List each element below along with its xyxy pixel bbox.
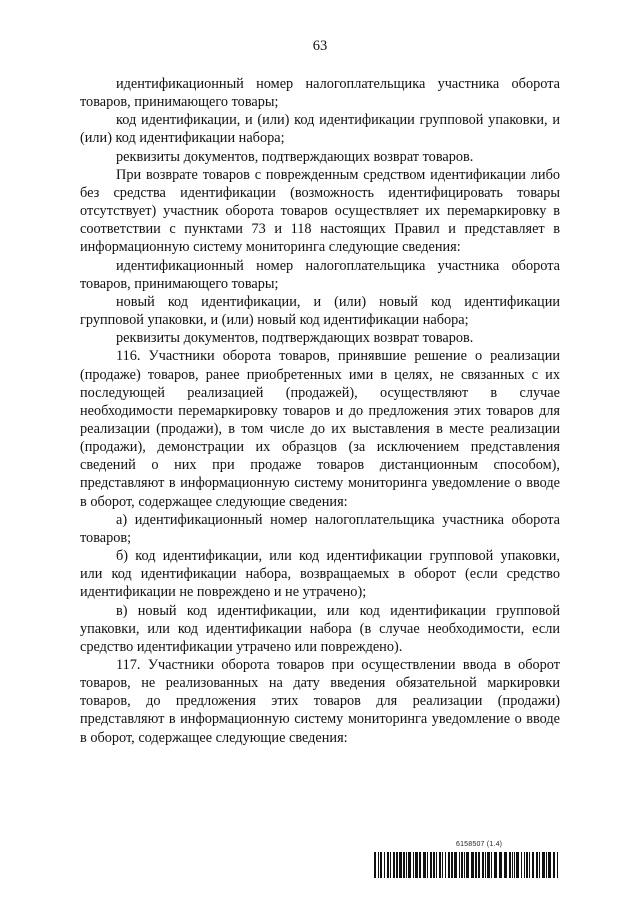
paragraph: идентификационный номер налогоплательщика участника оборота товаров, принимающего товары; [80, 76, 560, 111]
paragraph: При возврате товаров с поврежденным средством идентификации либо без средства идентификации (возможность идентифицировать товары отсутствует) участник оборота товаров осуществляет их перемаркировку в соответствии с пунктами 73 и 118 настоящих Правил и представляет в информационную систему мониторинга следующие сведения: [80, 166, 560, 256]
paragraph: реквизиты документов, подтверждающих возврат товаров. [116, 148, 474, 165]
body-text [80, 75, 560, 747]
list-item: в) новый код идентификации, или код идентификации групповой упаковки, или код идентификации набора (в случае необходимости, если средство идентификации утрачено или повреждено). [80, 602, 560, 655]
paragraph-item-117: 117. Участники оборота товаров при осуществлении ввода в оборот товаров, не реализованных на дату введения обязательной маркировки товаров, до предложения этих товаров для реализации (продажи) представляют в информационную систему мониторинга уведомление о вводе в оборот, содержащее следующие сведения: [80, 657, 560, 746]
paragraph: идентификационный номер налогоплательщика участника оборота товаров, принимающего товары; [80, 257, 560, 292]
paragraph-item-116: 116. Участники оборота товаров, принявшие решение о реализации (продаже) товаров, ранее приобретенных ими в целях, не связанных с их последующей реализацией (продажей), осуществляют в случае необходимости перемаркировку товаров и до предложения этих товаров для реализации (продажи), в том числе до их выставления в месте реализации (продажи), демонстрации их образцов (за исключением представления сведений о них при продаже товаров дистанционным способом), представляют в информационную систему мониторинга уведомление о вводе в оборот, содержащее следующие сведения: [80, 348, 560, 510]
paragraph: реквизиты документов, подтверждающих возврат товаров. [116, 330, 474, 347]
list-item: б) код идентификации, или код идентификации групповой упаковки, или код идентификации набора, возвращаемых в оборот (если средство идентификации не повреждено и не утрачено); [80, 548, 560, 601]
paragraph: код идентификации, и (или) код идентификации групповой упаковки, и (или) код идентификации набора; [80, 112, 560, 147]
page-number: 63 [312, 38, 328, 54]
document-id: 6158507 (1.4) [456, 841, 503, 848]
list-item: а) идентификационный номер налогоплательщика участника оборота товаров; [80, 511, 560, 546]
barcode-image [374, 852, 560, 878]
paragraph: новый код идентификации, и (или) новый код идентификации групповой упаковки, и (или) новый код идентификации набора; [80, 293, 560, 329]
